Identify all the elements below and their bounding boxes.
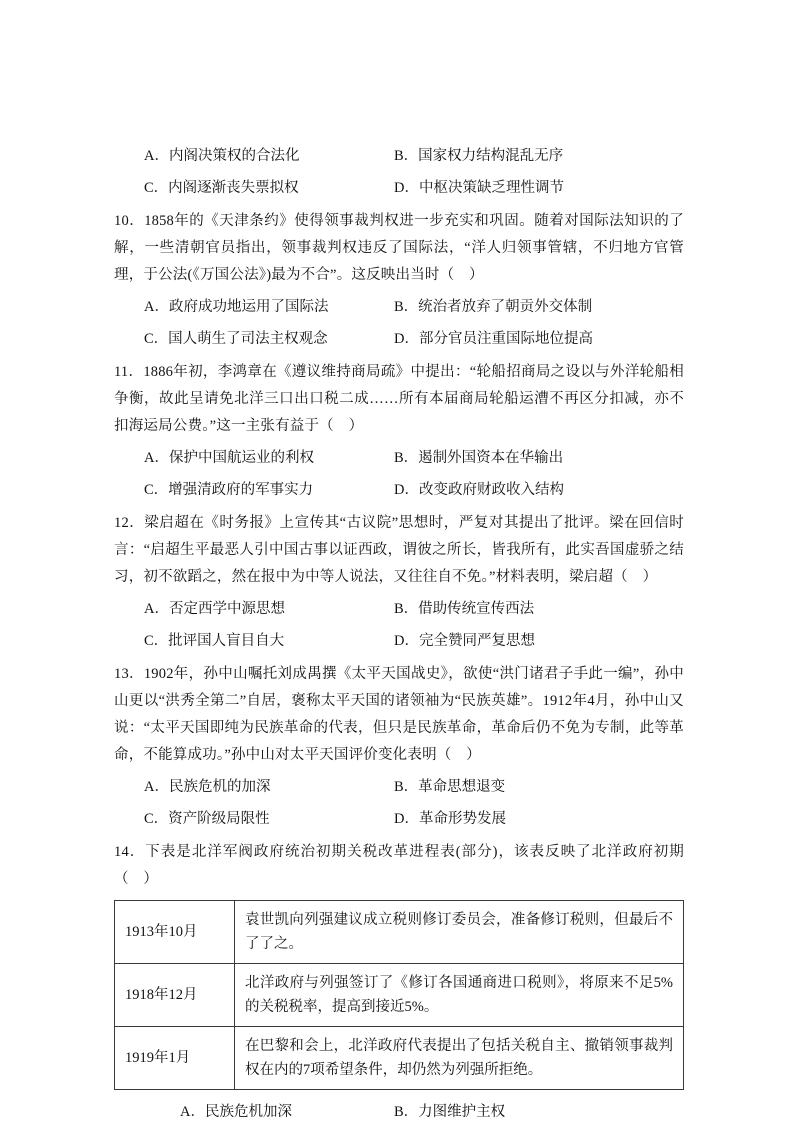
option-c: C．增强清政府的军事实力	[144, 482, 314, 498]
question-10	[114, 208, 684, 353]
option-d: D．改变政府财政收入结构	[394, 482, 564, 498]
option-b: B．统治者放弃了朝贡外交体制	[394, 299, 593, 315]
option-b: B．借助传统宣传西法	[394, 601, 535, 617]
question-stem: 12．梁启超在《时务报》上宣传其“古议院”思想时，严复对其提出了批评。梁在回信时言：“启超生平最恶人引中国古事以证西政，谓彼之所长，皆我所有，此实吾国虚骄之结习，初不欲蹈之，然在报中为中等人说法，又往往自不免。”材料表明，梁启超（ ）	[114, 515, 684, 585]
option-c: C．资产阶级局限性	[144, 811, 270, 827]
question-12	[114, 510, 684, 655]
option-d: D．部分官员注重国际地位提高	[394, 331, 593, 347]
table-row	[115, 964, 684, 1027]
table-cell-date: 1918年12月	[115, 964, 235, 1027]
table-cell-content: 在巴黎和会上，北洋政府代表提出了包括关税自主、撤销领事裁判权在内的7项希望条件，却仍然为列强所拒绝。	[235, 1027, 684, 1090]
option-d: D．革命形势发展	[394, 811, 506, 827]
option-b: B．国家权力结构混乱无序	[394, 148, 564, 164]
question-stem: 13．1902年，孙中山嘱托刘成禺撰《太平天国战史》，欲使“洪门诸君子手此一编”，孙中山更以“洪秀全第二”自居，褒称太平天国的诸领袖为“民族英雄”。1912年4月，孙中山又说：“太平天国即纯为民族革命的代表，但只是民族革命，革命后仍不免为专制，此等革命，不能算成功。”孙中山对太平天国评价变化表明（ ）	[114, 666, 684, 763]
option-c: C．国人萌生了司法主权观念	[144, 331, 328, 347]
option-a: A．政府成功地运用了国际法	[144, 299, 329, 315]
option-a: A．民族危机的加深	[144, 779, 271, 795]
option-b: B．遏制外国资本在华输出	[394, 450, 564, 466]
question-11	[114, 359, 684, 504]
question-11-options	[114, 445, 684, 504]
table-cell-content: 北洋政府与列强签订了《修订各国通商进口税则》，将原来不足5%的关税税率，提高到接近5%。	[235, 964, 684, 1027]
question-stem: 10．1858年的《天津条约》使得领事裁判权进一步充实和巩固。随着对国际法知识的了解，一些清朝官员指出，领事裁判权违反了国际法，“洋人归领事管辖，不归地方官管理，于公法(《万国公法》)最为不合”。这反映出当时（ ）	[114, 213, 684, 283]
question-9	[114, 143, 684, 202]
option-b: B．革命思想退变	[394, 779, 506, 795]
question-10-options	[114, 294, 684, 353]
option-c: C．内阁逐渐丧失票拟权	[144, 180, 299, 196]
question-13-options	[114, 774, 684, 833]
table-cell-date: 1919年1月	[115, 1027, 235, 1090]
option-a: A．民族危机加深	[180, 1104, 292, 1120]
tariff-reform-table	[114, 900, 684, 1090]
option-a: A．保护中国航运业的利权	[144, 450, 314, 466]
question-stem: 11．1886年初，李鸿章在《遵议维持商局疏》中提出：“轮船招商局之设以与外洋轮船相争衡，故此呈请免北洋三口出口税二成……所有本届商局轮船运漕不再区分扣减，亦不扣海运局公费。”这一主张有益于（ ）	[114, 364, 684, 434]
option-d: D．中枢决策缺乏理性调节	[394, 180, 564, 196]
question-9-options	[114, 143, 684, 202]
question-14-options	[114, 1099, 684, 1126]
table-row	[115, 901, 684, 964]
table-cell-content: 袁世凯向列强建议成立税则修订委员会，准备修订税则，但最后不了了之。	[235, 901, 684, 964]
table-row	[115, 1027, 684, 1090]
option-a: A．否定西学中源思想	[144, 601, 285, 617]
option-d: D．完全赞同严复思想	[394, 633, 535, 649]
question-stem: 14．下表是北洋军阀政府统治初期关税改革进程表(部分)，该表反映了北洋政府初期（ ）	[114, 844, 684, 887]
option-c: C．批评国人盲目自大	[144, 633, 285, 649]
question-14	[114, 839, 684, 1126]
table-cell-date: 1913年10月	[115, 901, 235, 964]
option-b: B．力图维护主权	[394, 1104, 506, 1120]
question-12-options	[114, 596, 684, 655]
option-a: A．内阁决策权的合法化	[144, 148, 300, 164]
question-13	[114, 661, 684, 833]
